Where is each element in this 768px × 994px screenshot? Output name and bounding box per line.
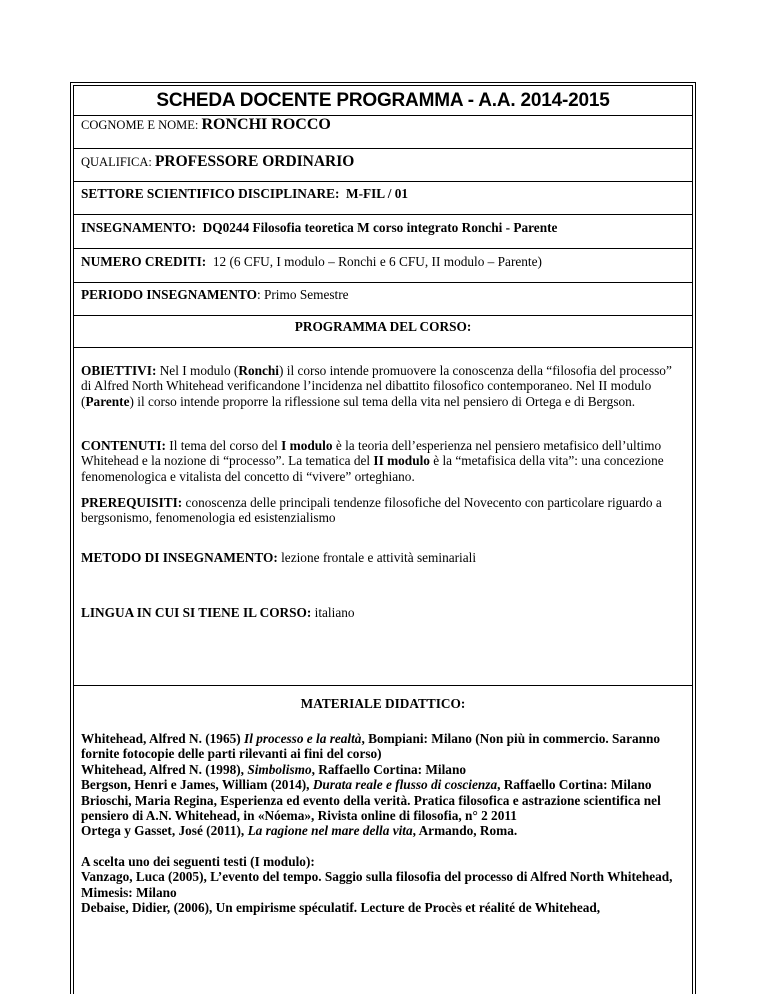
entry-title: Durata reale e flusso di coscienza [312, 777, 498, 793]
entry-title: Il processo e la realtà [244, 731, 362, 746]
entry-publisher: , Bompiani: Milano (Non più in commercio. Saranno fornite fotocopie delle parti rilevanti ai fini del corso) [81, 731, 661, 762]
obiettivi-ronchi: Ronchi [238, 363, 279, 378]
insegnamento-value: DQ0244 Filosofia teoretica M corso integrato Ronchi - Parente [202, 220, 558, 235]
obiettivi-parente: Parente [85, 393, 130, 409]
lingua-paragraph [81, 605, 685, 685]
entry-publisher: , Raffaello Cortina: Milano [497, 777, 652, 793]
periodo-row [74, 283, 692, 316]
obiettivi-text-2: ) il corso intende promuovere la conoscenza della “filosofia del processo” di Alfred North Whitehead verificandone l’incidenza nel dibattito filosofico contemporaneo. Nel II modulo ( [81, 363, 672, 409]
entry-publisher: , Armando, Roma. [412, 823, 518, 839]
qualifica-label: QUALIFICA: [81, 155, 155, 169]
periodo-value: : Primo Semestre [256, 287, 349, 302]
contenuti-text-2: è la teoria dell’esperienza nel pensiero metafisico dell’ultimo Whitehead e la nozione di “processo”. La tematica del [81, 438, 662, 469]
bibliography-entry [81, 793, 685, 824]
crediti-label: NUMERO CREDITI: [81, 254, 207, 269]
sheet-inner-frame [73, 85, 693, 994]
bibliography-entry [81, 762, 685, 777]
obiettivi-text-1: Nel I modulo ( [156, 363, 239, 378]
contenuti-modulo-1: I modulo [281, 438, 333, 453]
lingua-label: LINGUA IN CUI SI TIENE IL CORSO: [81, 605, 312, 620]
settore-label: SETTORE SCIENTIFICO DISCIPLINARE: [81, 186, 340, 201]
scelta-entry: Debaise, Didier, (2006), Un empirisme spéculatif. Lecture de Procès et réalité de Whitehead, [81, 900, 601, 916]
crediti-row [74, 249, 692, 283]
entry-title: La ragione nel mare della vita [247, 823, 413, 839]
name-value: RONCHI ROCCO [201, 116, 331, 133]
materiale-header: MATERIALE DIDATTICO: [74, 685, 692, 731]
periodo-label: PERIODO INSEGNAMENTO [81, 287, 257, 302]
entry-author: Whitehead, Alfred N. (1965) [81, 731, 245, 746]
bibliography-entry [81, 823, 685, 838]
contenuti-text-3: è la “metafisica della vita”: una concezione fenomenologica e vitalista del concetto di “vivere” orteghiano. [81, 453, 664, 484]
insegnamento-label: INSEGNAMENTO: [81, 220, 197, 235]
metodo-paragraph [81, 550, 685, 605]
settore-value: M-FIL / 01 [346, 186, 409, 201]
contenuti-modulo-2: II modulo [373, 453, 430, 469]
obiettivi-label: OBIETTIVI: [81, 363, 157, 378]
entry-publisher: , Raffaello Cortina: Milano [311, 761, 466, 777]
qualifica-row [74, 149, 692, 182]
programma-header [74, 316, 692, 348]
settore-row [74, 182, 692, 215]
insegnamento-row [74, 215, 692, 249]
name-row [74, 116, 692, 149]
spacer [81, 839, 685, 854]
scelta-label: A scelta uno dei seguenti testi (I modulo): [81, 853, 315, 869]
prerequisiti-paragraph [81, 495, 685, 550]
contenuti-paragraph [81, 438, 685, 495]
programma-body [74, 348, 692, 685]
page-title: SCHEDA DOCENTE PROGRAMMA - A.A. 2014-2015 [74, 86, 692, 116]
prerequisiti-label: PREREQUISITI: [81, 495, 183, 510]
bibliography-entry [81, 777, 685, 792]
entry-author: Bergson, Henri e James, William (2014), [81, 777, 313, 793]
programma-header-text: PROGRAMMA DEL CORSO: [294, 319, 472, 334]
program-sheet [70, 82, 696, 994]
prerequisiti-text: conoscenza delle principali tendenze filosofiche del Novecento con particolare riguardo a bergsonismo, fenomenologia ed esistenzialismo [81, 495, 662, 526]
bibliography [74, 731, 692, 915]
contenuti-label: CONTENUTI: [81, 438, 166, 453]
entry-author: Whitehead, Alfred N. (1998), [81, 761, 248, 777]
metodo-text: lezione frontale e attività seminariali [277, 550, 477, 565]
entry-title: Simbolismo [247, 761, 312, 777]
crediti-value: 12 (6 CFU, I modulo – Ronchi e 6 CFU, II modulo – Parente) [212, 254, 542, 269]
entry-author: Brioschi, Maria Regina, Esperienza ed evento della verità. Pratica filosofica e astrazione scientifica nel pensiero di A.N. Whitehead, in «Nóema», Rivista online di filosofia, n° 2 2011 [81, 792, 661, 824]
metodo-label: METODO DI INSEGNAMENTO: [81, 550, 278, 565]
obiettivi-text-3: ) il corso intende proporre la riflessione sul tema della vita nel pensiero di Ortega e di Bergson. [129, 393, 636, 409]
name-label: COGNOME E NOME: [81, 118, 202, 132]
contenuti-text-1: Il tema del corso del [165, 438, 282, 453]
qualifica-value: PROFESSORE ORDINARIO [154, 153, 355, 170]
bibliography-entry [81, 731, 685, 762]
obiettivi-paragraph [81, 348, 685, 438]
lingua-text: italiano [311, 605, 355, 620]
entry-author: Ortega y Gasset, José (2011), [81, 823, 248, 839]
scelta-entry: Vanzago, Luca (2005), L’evento del tempo. Saggio sulla filosofia del processo di Alfred North Whitehead, Mimesis: Milano [81, 869, 673, 900]
